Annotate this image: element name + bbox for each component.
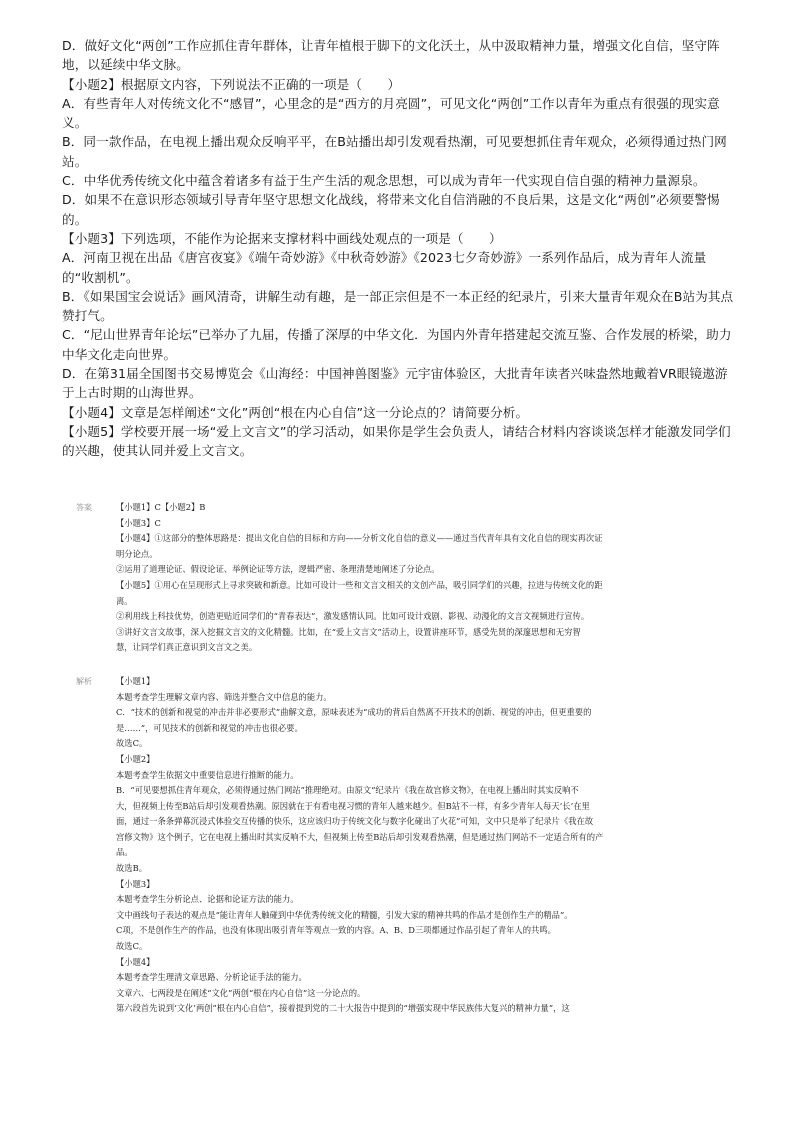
answer-line: 【小题5】①用心在呈现形式上寻求突破和新意。比如可设计一些和文言文相关的文创产品，吸引同学们的兴趣，拉进与传统文化的距: [116, 579, 603, 590]
question-line: D．如果不在意识形态领域引导青年坚守思想文化战线，将带来文化自信消融的不良后果，这是文化“两创”必须要警惕的。: [62, 192, 720, 227]
analysis-line: 文章六、七两段是在阐述“文化”两创“根在内心自信”这一分论点的。: [116, 987, 366, 998]
analysis-line: 故选C。: [116, 941, 148, 952]
analysis-block: [76, 674, 716, 1017]
question-line: C．“尼山世界青年论坛”已举办了九届，传播了深厚的中华文化．为国内外青年搭建起交流互鉴、合作发展的桥梁，助力中华文化走向世界。: [62, 327, 732, 362]
analysis-line: 面，通过一条条弹幕沉浸式体验交互传播的快乐，这应该归功于传统文化与数字化碰出了火花”可知，文中只是举了纪录片《我在故: [116, 816, 594, 827]
answer-line: ②运用了道理论证、假设论证、举例论证等方法，逻辑严密、条理清楚地阐述了分论点。: [116, 564, 440, 575]
question-line: B．同一款作品，在电视上播出观众反响平平，在B站播出却引发观看热潮，可见要想抓住青年观众，必须得通过热门网站。: [62, 134, 727, 169]
analysis-line: 品。: [116, 847, 133, 858]
question-line: A．河南卫视在出品《唐宫夜宴》《端午奇妙游》《中秋奇妙游》《2023七夕奇妙游》一系列作品后，成为青年人流量的“收割机”。: [62, 250, 707, 285]
answer-line: 【小题3】C: [116, 517, 161, 528]
answer-line: 离。: [116, 595, 133, 606]
analysis-line: 本题考查学生分析论点、论据和论证方法的能力。: [116, 894, 299, 905]
analysis-line: 大，但视频上传至B站后却引发观看热潮。原因就在于有看电视习惯的青年人越来越少。但B站不一样，有多少青年人每天‘长’在里: [116, 800, 590, 811]
answer-line: 明分论点。: [116, 548, 158, 559]
analysis-line: 【小题3】: [116, 878, 155, 889]
analysis-line: C．“技术的创新和视觉的冲击并非必要形式”曲解文意，原味表述为“成功的背后自然离不开技术的创新、视觉的冲击，但更重要的: [116, 707, 592, 718]
analysis-line: B．“可见要想抓住青年观众，必须得通过热门网站”推理绝对。由原文“纪录片《我在故宫修文物》，在电视上播出时其实反响不: [116, 785, 579, 796]
question-line: 【小题3】下列选项，不能作为论据来支撑材料中画线处观点的一项是（ ）: [62, 230, 502, 246]
answer-line: 慧，让同学们真正意识到文言文之美。: [116, 642, 258, 653]
analysis-line: 故选B。: [116, 863, 147, 874]
analysis-line: 本题考查学生依据文中重要信息进行推断的能力。: [116, 769, 299, 780]
analysis-line: 【小题2】: [116, 753, 155, 764]
analysis-line: 是……”，可见技术的创新和视觉的冲击也很必要。: [116, 722, 303, 733]
analysis-line: 第六段首先说到‘文化’两创”根在内心自信”，接着提到党的二十大报告中提到的“增强实现中华民族伟大复兴的精神力量”，这: [116, 1003, 570, 1014]
question-line: 【小题4】文章是怎样阐述“文化”两创“根在内心自信”这一分论点的？请简要分析。: [62, 404, 529, 420]
analysis-line: 本题考查学生理清文章思路、分析论证手法的能力。: [116, 972, 307, 983]
analysis-line: 宫修文物》这个例子，它在电视上播出时其实反响不大，但视频上传至B站后却引发观看热潮，但是通过热门网站不一定适合所有的产: [116, 831, 604, 842]
answer-line: ③讲好文言文故事，深入挖掘文言文的文化精髓。比如，在“爱上文言文”活动上，设置讲座环节，感受先贤的深邃思想和无穷智: [116, 626, 581, 637]
question-line: C．中华优秀传统文化中蕴含着诸多有益于生产生活的观念思想，可以成为青年一代实现自信自强的精神力量源泉。: [62, 173, 706, 189]
analysis-line: 【小题1】: [116, 675, 155, 686]
analysis-line: 【小题4】: [116, 956, 155, 967]
question-section: [62, 36, 734, 461]
answer-label: 答案: [76, 503, 92, 512]
question-line: 【小题2】根据原文内容，下列说法不正确的一项是（ ）: [62, 76, 401, 92]
analysis-label: 解析: [76, 676, 92, 686]
answer-line: 【小题4】①这部分的整体思路是：提出文化自信的目标和方向——分析文化自信的意义——通过当代青年具有文化自信的现实再次证: [116, 533, 603, 544]
answer-block: [76, 500, 716, 656]
analysis-line: 故选C。: [116, 738, 148, 749]
answer-section: [76, 500, 716, 1017]
analysis-line: 文中画线句子表达的观点是“能让青年人触碰到中华优秀传统文化的精髓，引发大家的精神共鸣的作品才是创作生产的精品”。: [116, 909, 573, 920]
question-line: B．《如果国宝会说话》画风清奇，讲解生动有趣，是一部正宗但是不一本正经的纪录片，引来大量青年观众在B站为其点赞打气。: [62, 288, 734, 324]
analysis-line: C项，不是创作生产的作品，也没有体现出吸引青年等观点一致的内容。A、B、D三项都通过作品引起了青年人的共鸣。: [116, 925, 556, 936]
answer-line: 【小题1】C【小题2】B: [116, 502, 206, 512]
question-line: D．在第31届全国图书交易博览会《山海经：中国神兽图鉴》元宇宙体验区，大批青年读者兴味盎然地戴着VR眼镜遨游于上古时期的山海世界。: [62, 366, 728, 401]
question-line: 【小题5】学校要开展一场“爱上文言文”的学习活动，如果你是学生会负责人，请结合材料内容谈谈怎样才能激发同学们的兴趣，使其认同并爱上文言文。: [62, 423, 731, 459]
analysis-line: 本题考查学生理解文章内容、筛选并整合文中信息的能力。: [116, 691, 332, 702]
question-line: A．有些青年人对传统文化不“感冒”，心里念的是“西方的月亮圆”，可见文化“两创”工作以青年为重点有很强的现实意义。: [62, 95, 720, 131]
question-line: D．做好文化“两创”工作应抓住青年群体，让青年植根于脚下的文化沃土，从中汲取精神力量，增强文化自信，坚守阵地，以延续中华文脉。: [62, 38, 720, 73]
answer-line: ②利用线上科技优势，创造更贴近同学们的“青春表达”，激发感情认同。比如可设计戏剧、影视、动漫化的文言文视频进行宣传。: [116, 611, 590, 622]
